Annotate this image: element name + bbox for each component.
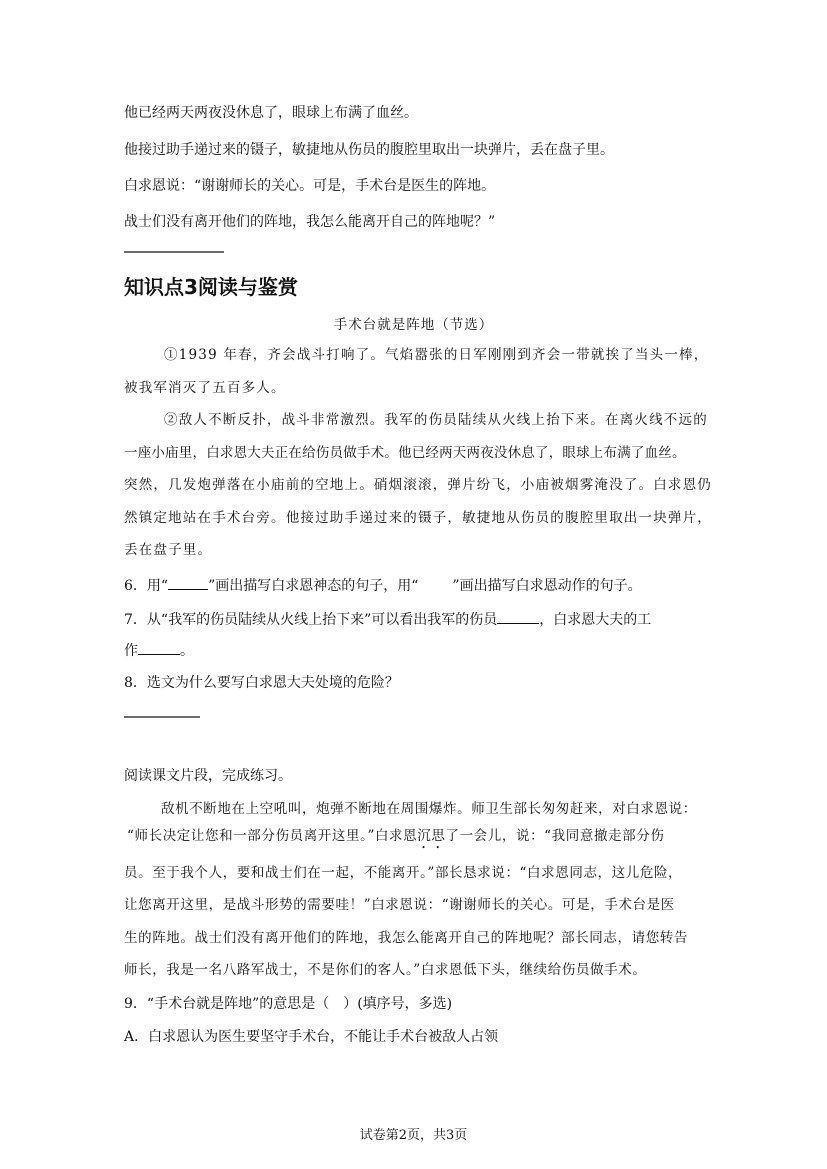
reading-instruction: 阅读课文片段，完成练习。 xyxy=(124,768,292,784)
answer-blank[interactable] xyxy=(138,640,180,655)
q7-text-1: 7．从“我军的伤员陆续从火线上抬下来”可以看出我军的伤员 xyxy=(124,612,498,628)
passage2-text: 了一会儿，说：“我同意撤走部分伤 xyxy=(445,828,665,844)
top-sentence-1: 他已经两天两夜没休息了，眼球上布满了血丝。 xyxy=(124,105,418,121)
question-7 xyxy=(124,609,651,629)
question-9: 9．“手术台就是阵地”的意思是（ ）(填序号，多选) xyxy=(124,996,453,1012)
passage-line: 被我军消灭了五百多人。 xyxy=(124,380,286,396)
page-footer: 试卷第2页，共3页 xyxy=(359,1128,468,1143)
straight-underline-sample xyxy=(168,575,208,590)
wavy-underline-sample xyxy=(418,576,452,590)
top-sentence-2: 他接过助手递过来的镊子，敏捷地从伤员的腹腔里取出一块弹片，丢在盘子里。 xyxy=(124,142,614,158)
q6-text-3: ”画出描写白求恩动作的句子。 xyxy=(452,578,642,594)
passage-title: 手术台就是阵地（节选） xyxy=(333,317,494,333)
section-heading: 知识点3阅读与鉴赏 xyxy=(124,275,298,299)
question-9-option-a[interactable]: A．白求恩认为医生要坚守手术台，不能让手术台被敌人占领 xyxy=(124,1029,499,1045)
passage-line: 然镇定地站在手术台旁。他接过助手递过来的镊子，敏捷地从伤员的腹腔里取出一块弹片， xyxy=(124,510,712,526)
passage2-line: 员。至于我个人，要和战士们在一起，不能离开。”部长恳求说：“白求恩同志，这儿危险， xyxy=(124,865,683,881)
passage2-line: 让您离开这里，是战斗形势的需要哇！”白求恩说：“谢谢师长的关心。可是，手术台是医 xyxy=(124,897,675,913)
question-8: 8．选文为什么要写白求恩大夫处境的危险？ xyxy=(124,675,399,691)
passage2-line xyxy=(127,827,664,852)
passage-line: 丢在盘子里。 xyxy=(124,542,213,558)
passage2-text: “师长决定让您和一部分伤员离开这里。”白求恩 xyxy=(127,828,418,844)
passage2-line: 师长，我是一名八路军战士，不是你们的客人。”白求恩低下头，继续给伤员做手术。 xyxy=(124,962,647,978)
q7-text-3: 作 xyxy=(124,643,138,659)
q6-text-1: 6．用“ xyxy=(124,578,169,594)
q7-text-4: 。 xyxy=(180,643,194,659)
q7-text-2: ，白求恩大夫的工 xyxy=(539,612,652,628)
passage-line: 突然，几发炮弹落在小庙前的空地上。硝烟滚滚，弹片纷飞，小庙被烟雾淹没了。白求恩仍 xyxy=(124,477,712,493)
q6-text-2: ”画出描写白求恩神态的句子，用“ xyxy=(208,578,419,594)
top-sentence-4: 战士们没有离开他们的阵地，我怎么能离开自己的阵地呢？” xyxy=(124,214,496,230)
top-sentence-3: 白求恩说：“谢谢师长的关心。可是，手术台是医生的阵地。 xyxy=(124,178,496,194)
answer-separator-line xyxy=(124,251,224,253)
passage-line: ②敌人不断反扑，战斗非常激烈。我军的伤员陆续从火线上抬下来。在离火线不远的 xyxy=(164,412,708,428)
answer-separator-line xyxy=(124,716,200,718)
question-6 xyxy=(124,575,642,595)
passage-line: 一座小庙里，白求恩大夫正在给伤员做手术。他已经两天两夜没休息了，眼球上布满了血丝。 xyxy=(124,445,686,461)
emphasis-dotted-word: 沉思 xyxy=(417,828,446,844)
answer-blank[interactable] xyxy=(497,609,539,624)
question-7-cont xyxy=(124,640,194,660)
passage-line: ①1939 年春，齐会战斗打响了。气焰嚣张的日军刚刚到齐会一带就挨了当头一棒， xyxy=(164,347,709,363)
passage2-line: 敌机不断地在上空吼叫，炮弹不断地在周围爆炸。师卫生部长匆匆赶来，对白求恩说： xyxy=(161,801,697,817)
passage2-line: 生的阵地。战士们没有离开他们的阵地，我怎么能离开自己的阵地呢？部长同志，请您转告 xyxy=(124,930,688,946)
